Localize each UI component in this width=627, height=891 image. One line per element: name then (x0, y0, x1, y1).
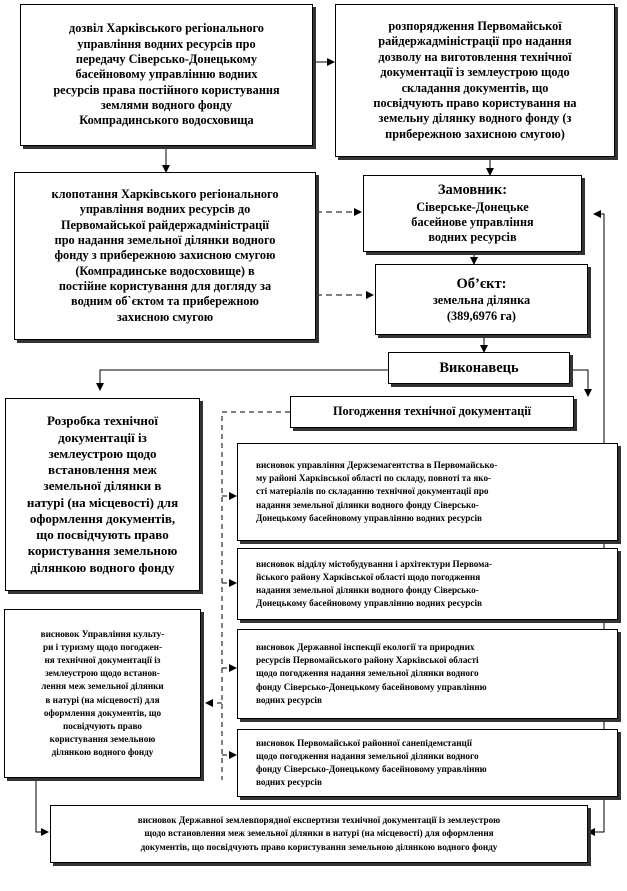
box-object (375, 264, 588, 335)
customer-title: Замовник: (437, 182, 508, 199)
box-petition: клопотання Харківського регіонального управління водних ресурсів до Первомайської райдержадміністрації про надання земельної ділянки водного фонду з прибережною захисною смугою (Компрадинське водосховище) в постійне користування для догляду за водним об`єктом та прибережною захисною смугою (14, 172, 316, 340)
box-conclusion-derzhzem: висновок управління Держземагентства в Первомайсько- му районі Харківської області по складу, повноті та яко- сті матеріалів по складанню технічної документації про надання земельної ділянки водного фонду Сіверсько- Донецькому басейновому управлінню водних ресурсів (237, 443, 618, 541)
arrow-executor-to-development (100, 370, 388, 390)
object-body: земельна ділянка (389,6976 га) (432, 293, 531, 323)
box-permission-transfer: дозвіл Харківського регіонального управління водних ресурсів про передачу Сіверсько-Донецькому басейновому управлінню водних ресурсів права постійного користування землями водного фонду Компрадинського водосховища (20, 4, 313, 146)
box-conclusion-culture: висновок Управління культу- ри і туризму щодо погоджен- ня технічної документації із землеустрою щодо встанов- лення меж земельної ділянки в натурі (на місцевості) для оформлення документів, що посвідчують право користування земельною ділянкою водного фонду (4, 609, 201, 778)
box-conclusion-expertise: висновок Державної землевпорядної експертизи технічної документації із землеустрою щодо встановлення меж земельної ділянки в натурі (на місцевості) для оформлення документів, що посвідчують право користування земельною ділянкою водного фонду (50, 805, 588, 863)
arrow-executor-to-approval (570, 370, 588, 396)
box-development: Розробка технічної документації із землеустрою щодо встановлення меж земельної ділянки в натурі (на місцевості) для оформлення документів, що посвідчують право користування земельною ділянкою водного фонду (5, 398, 200, 591)
box-conclusion-urban: висновок відділу містобудування і архітектури Первома- йського району Харківської області щодо погодження надання земельної ділянки водного фонду Сіверсько- Донецькому басейновому управлінню водних ресурсів (237, 548, 618, 620)
box-executor: Виконавець (388, 352, 570, 384)
box-order-district: розпорядження Первомайської райдержадміністрації про надання дозволу на виготовлення технічної документації із землеустрою щодо складання документів, що посвідчують право користування на земельну ділянку водного фонду (з прибережною захисною смугою) (335, 4, 615, 157)
arrow-culture-to-expertise (36, 778, 48, 832)
box-conclusion-ecology: висновок Державної інспекції екології та природних ресурсів Первомайського району Харківської області щодо погодження надання земельної ділянки водного фонду Сіверсько-Донецькому басейновому управлінню водних ресурсів (237, 629, 618, 719)
box-customer (363, 175, 582, 252)
box-conclusion-sanitary: висновок Первомайської районної санепідемстанції щодо погодження надання земельної ділянки водного фонду Сіверсько-Донецькому басейновому управлінню водних ресурсів (237, 729, 618, 797)
customer-body: Сіверське-Донецьке басейнове управління водних ресурсів (411, 199, 534, 245)
box-approval: Погодження технічної документації (290, 396, 574, 428)
object-title: Об’єкт: (456, 276, 507, 293)
